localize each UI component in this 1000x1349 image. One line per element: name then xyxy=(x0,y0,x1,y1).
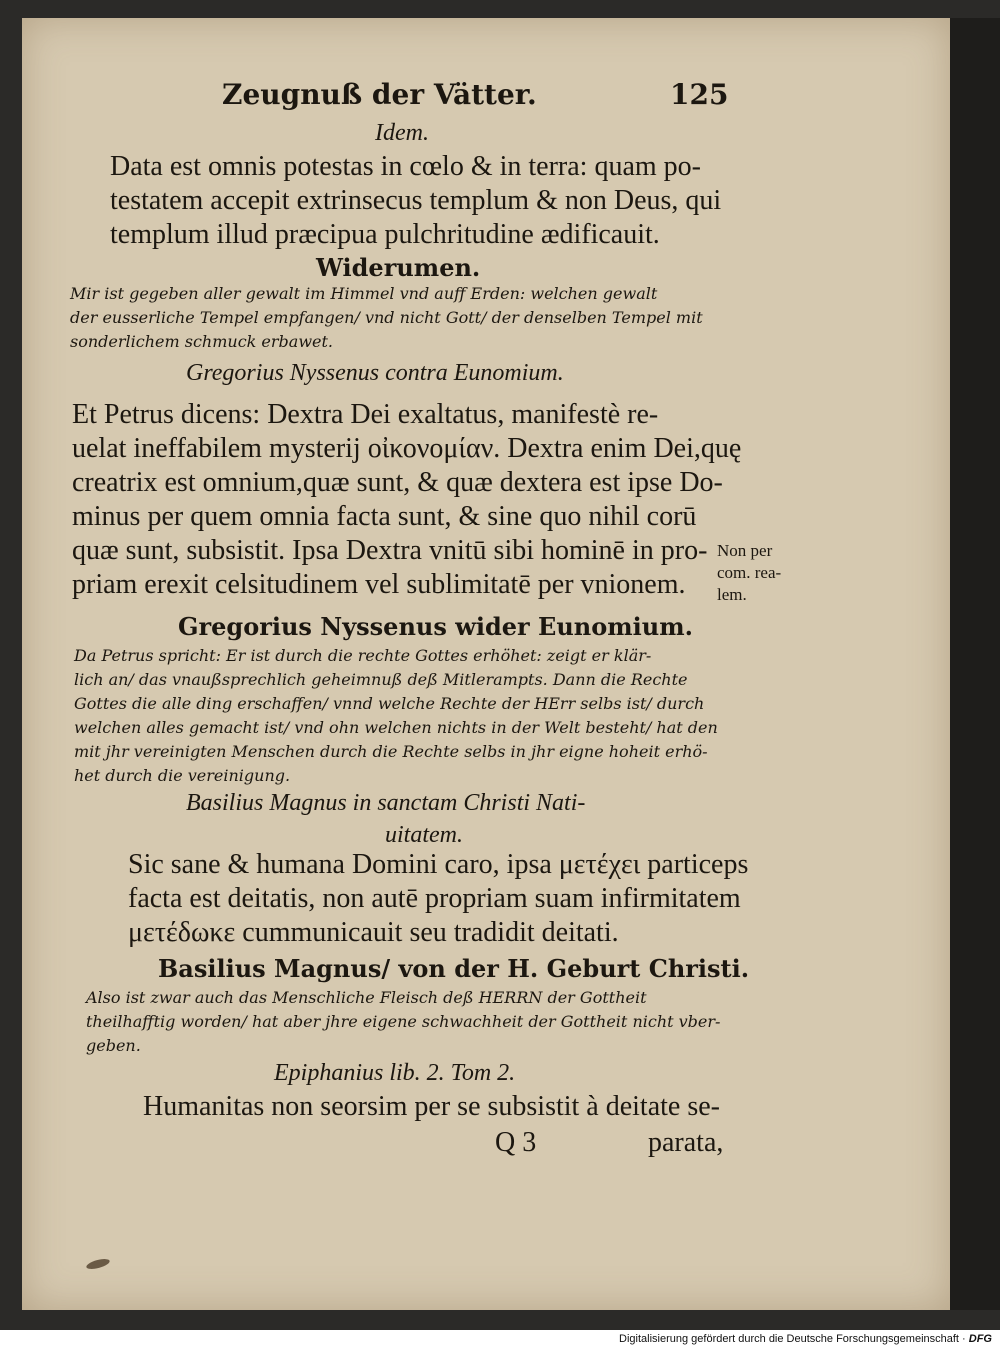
text-line: quæ sunt, subsistit. Ipsa Dextra vnitū sibi hominē in pro- xyxy=(72,535,708,566)
section-heading-idem: Idem. xyxy=(375,120,429,146)
page-gutter xyxy=(950,18,1000,1310)
text-line: der eusserliche Tempel empfangen/ vnd nicht Gott/ der denselben Tempel mit xyxy=(70,308,703,327)
section-heading-widerumen: Widerumen. xyxy=(316,253,481,282)
signature-mark: Q 3 xyxy=(495,1127,537,1158)
catchword: parata, xyxy=(648,1127,724,1158)
section-heading-basilius-latin: Basilius Magnus in sanctam Christi Nati- xyxy=(186,790,586,816)
latin-passage-epiphanius xyxy=(143,1090,720,1124)
text-line: mit jhr vereinigten Menschen durch die Rechte selbs in jhr eigne hoheit erhö- xyxy=(74,742,708,761)
german-passage-basilius xyxy=(86,986,720,1058)
text-line: uelat ineffabilem mysterij οἰκονομίαν. Dextra enim Dei,quę xyxy=(72,433,742,464)
margin-note-line: lem. xyxy=(717,585,747,604)
text-line: Data est omnis potestas in cœlo & in terra: quam po- xyxy=(110,151,701,182)
text-line: Gottes die alle ding erschaffen/ vnnd welche Rechte der HErr selbs ist/ durch xyxy=(74,694,705,713)
credit-text: Digitalisierung gefördert durch die Deutsche Forschungsgemeinschaft · xyxy=(619,1333,966,1345)
margin-note xyxy=(717,540,781,606)
text-line: Mir ist gegeben aller gewalt im Himmel vnd auff Erden: welchen gewalt xyxy=(70,284,658,303)
section-heading-basilius-latin-cont: uitatem. xyxy=(385,822,463,848)
latin-passage-idem xyxy=(110,150,721,252)
section-heading-gregorius-german: Gregorius Nyssenus wider Eunomium. xyxy=(178,612,693,641)
text-line: priam erexit celsitudinem vel sublimitatē per vnionem. xyxy=(72,569,686,600)
text-line: Also ist zwar auch das Menschliche Fleisch deß HERRN der Gottheit xyxy=(86,988,647,1007)
text-line: Et Petrus dicens: Dextra Dei exaltatus, manifestè re- xyxy=(72,399,659,430)
section-heading-gregorius-latin: Gregorius Nyssenus contra Eunomium. xyxy=(186,360,564,386)
text-line: geben. xyxy=(86,1036,141,1055)
page-number: 125 xyxy=(670,78,729,111)
margin-note-line: Non per xyxy=(717,541,773,560)
text-line: minus per quem omnia facta sunt, & sine quo nihil corū xyxy=(72,501,697,532)
text-line: lich an/ das vnaußsprechlich geheimnuß deß Mitlerampts. Dann die Rechte xyxy=(74,670,688,689)
text-line: Humanitas non seorsim per se subsistit à deitate se- xyxy=(143,1091,720,1122)
text-line: facta est deitatis, non autē propriam suam infirmitatem xyxy=(128,883,741,914)
section-heading-basilius-german: Basilius Magnus/ von der H. Geburt Christi. xyxy=(158,954,750,983)
dfg-logo: DFG xyxy=(968,1333,992,1345)
margin-note-line: com. rea- xyxy=(717,563,782,582)
text-line: theilhafftig worden/ hat aber jhre eigene schwachheit der Gottheit nicht vber- xyxy=(86,1012,721,1031)
running-title: Zeugnuß der Vätter. xyxy=(222,78,537,111)
latin-passage-gregorius xyxy=(72,398,741,602)
digitization-credit xyxy=(619,1333,992,1345)
section-heading-epiphanius: Epiphanius lib. 2. Tom 2. xyxy=(274,1060,516,1086)
text-line: Da Petrus spricht: Er ist durch die rechte Gottes erhöhet: zeigt er klär- xyxy=(74,646,652,665)
text-line: welchen alles gemacht ist/ vnd ohn welchen nichts in der Welt besteht/ hat den xyxy=(74,718,718,737)
latin-passage-basilius xyxy=(128,848,748,950)
text-line: sonderlichem schmuck erbawet. xyxy=(70,332,334,351)
text-line: Sic sane & humana Domini caro, ipsa μετέχει particeps xyxy=(128,849,749,880)
text-line: testatem accepit extrinsecus templum & non Deus, qui xyxy=(110,185,722,216)
text-line: μετέδωκε cummunicauit seu tradidit deitati. xyxy=(128,917,619,948)
text-line: templum illud præcipua pulchritudine ædificauit. xyxy=(110,219,660,250)
text-line: creatrix est omnium,quæ sunt, & quæ dextera est ipse Do- xyxy=(72,467,723,498)
text-line: het durch die vereinigung. xyxy=(74,766,291,785)
german-passage-gregorius xyxy=(74,644,718,788)
german-passage-widerumen xyxy=(70,282,703,354)
